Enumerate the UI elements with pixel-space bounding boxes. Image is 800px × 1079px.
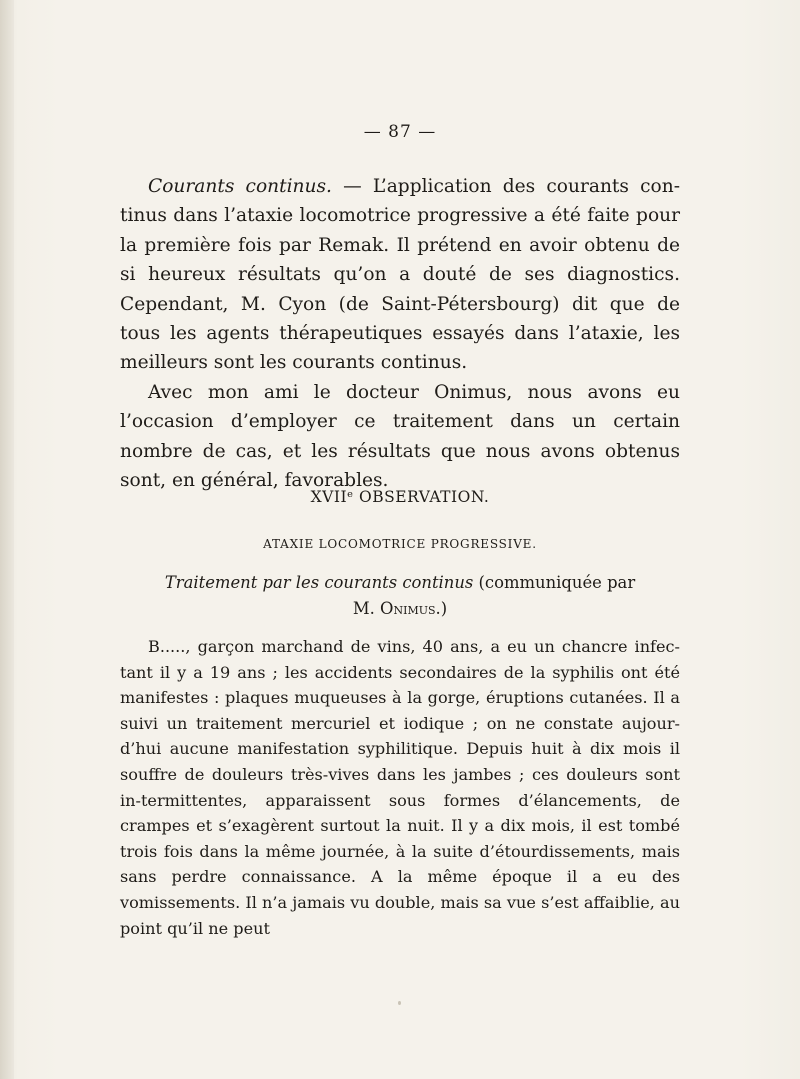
- treatment-line: [120, 570, 680, 621]
- intro-paragraph-1-text: — L’application des courants con-tinus dans l’ataxie locomotrice progressive a été faite pour la première fois par Remak. Il prétend en avoir obtenu de si heureux résultats qu’on a douté de ses diagnostics. Cependant, M. Cyon (de Saint-Pétersbourg) dit que de tous les agents thérapeutiques essayés dans l’ataxie, les meilleurs sont les courants continus.: [120, 176, 680, 374]
- intro-paragraph-1: [120, 172, 680, 378]
- intro-paragraph-2: Avec mon ami le docteur Onimus, nous avons eu l’occasion d’employer ce traitement dans un certain nombre de cas, et les résultats que nous avons obtenus sont, en général, favorables.: [120, 381, 680, 492]
- observation-subtitle: ATAXIE LOCOMOTRICE PROGRESSIVE.: [263, 537, 537, 551]
- intro-section: [120, 172, 680, 495]
- page-number: — 87 —: [363, 122, 437, 142]
- observation-title: XVIIᵉ OBSERVATION.: [310, 488, 490, 506]
- treatment-rest: (communiquée par: [473, 573, 636, 592]
- paper-speck: [398, 1001, 401, 1005]
- case-paragraph: B....., garçon marchand de vins, 40 ans, a eu un chancre infec-tant il y a 19 ans ; les accidents secondaires de la syphilis ont été manifestes : plaques muqueuses à la gorge, éruptions cutanées. Il a suivi un traitement mercuriel et iodique ; on ne constate aujour-d’hui aucune manifestation syphilitique. Depuis huit à dix mois il souffre de douleurs très-vives dans les jambes ; ces douleurs sont in-termittentes, apparaissent sous formes d’élancements, de crampes et s’exagèrent surtout la nuit. Il y a dix mois, il est tombé trois fois dans la même journée, à la suite d’étourdissements, mais sans perdre connaissance. A la même époque il a eu des vomissements. Il n’a jamais vu double, mais sa vue s’est affaiblie, au point qu’il ne peut: [120, 637, 680, 938]
- treatment-author: M. Onimus.): [352, 598, 448, 618]
- section-heading-courants-continus: Courants continus.: [148, 176, 332, 197]
- treatment-line-1: [120, 570, 680, 596]
- case-description: [120, 634, 680, 941]
- treatment-italic: Traitement par les courants continus: [164, 573, 474, 592]
